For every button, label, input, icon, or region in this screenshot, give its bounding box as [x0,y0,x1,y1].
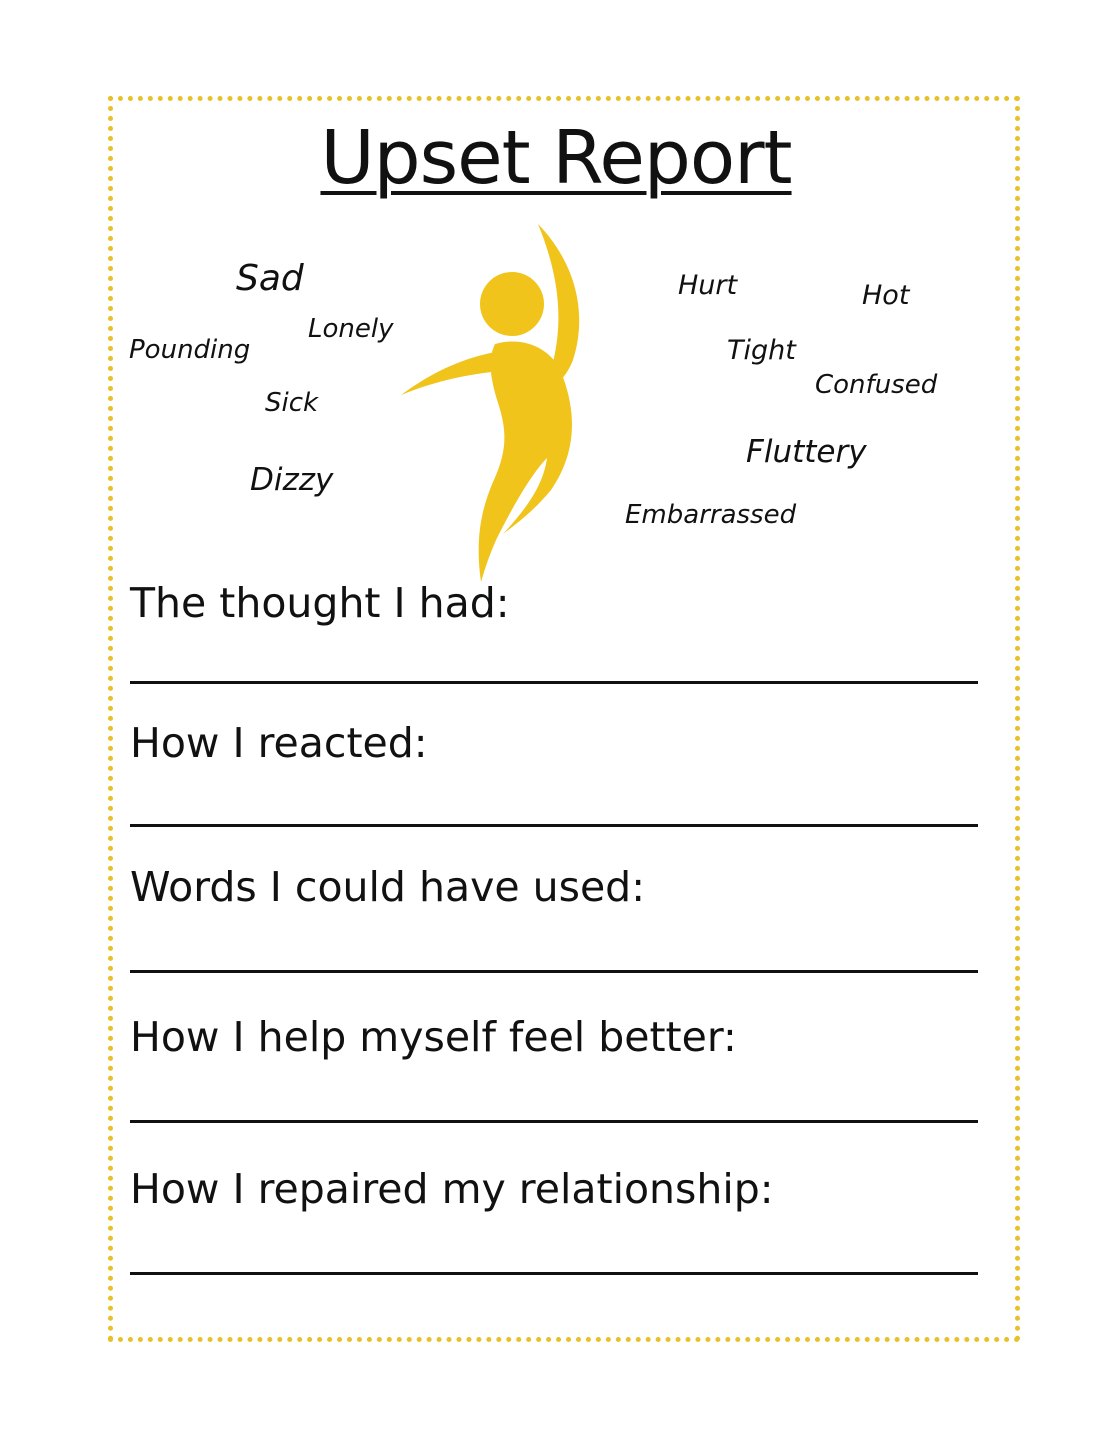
prompt-repaired: How I repaired my relationship: [130,1165,774,1213]
prompt-words: Words I could have used: [130,863,646,911]
feeling-word-fluttery: Fluttery [746,434,867,470]
feeling-word-confused: Confused [815,370,938,400]
prompt-thought: The thought I had: [130,579,510,627]
dancing-person-icon [395,220,595,585]
feeling-word-embarrassed: Embarrassed [625,500,797,530]
feeling-word-hot: Hot [862,280,910,311]
prompt-help: How I help myself feel better: [130,1013,737,1061]
feeling-word-pounding: Pounding [129,335,251,365]
answer-line-thought[interactable] [130,681,978,684]
feeling-word-sick: Sick [265,388,319,418]
feeling-word-lonely: Lonely [308,314,394,344]
answer-line-help[interactable] [130,1120,978,1123]
feeling-word-hurt: Hurt [678,270,738,301]
page-title: Upset Report [320,115,792,201]
answer-line-reacted[interactable] [130,824,978,827]
feeling-word-tight: Tight [727,335,796,366]
prompt-reacted: How I reacted: [130,719,428,767]
feeling-word-sad: Sad [236,258,304,299]
answer-line-repaired[interactable] [130,1272,978,1275]
answer-line-words[interactable] [130,970,978,973]
feeling-word-dizzy: Dizzy [250,462,334,498]
